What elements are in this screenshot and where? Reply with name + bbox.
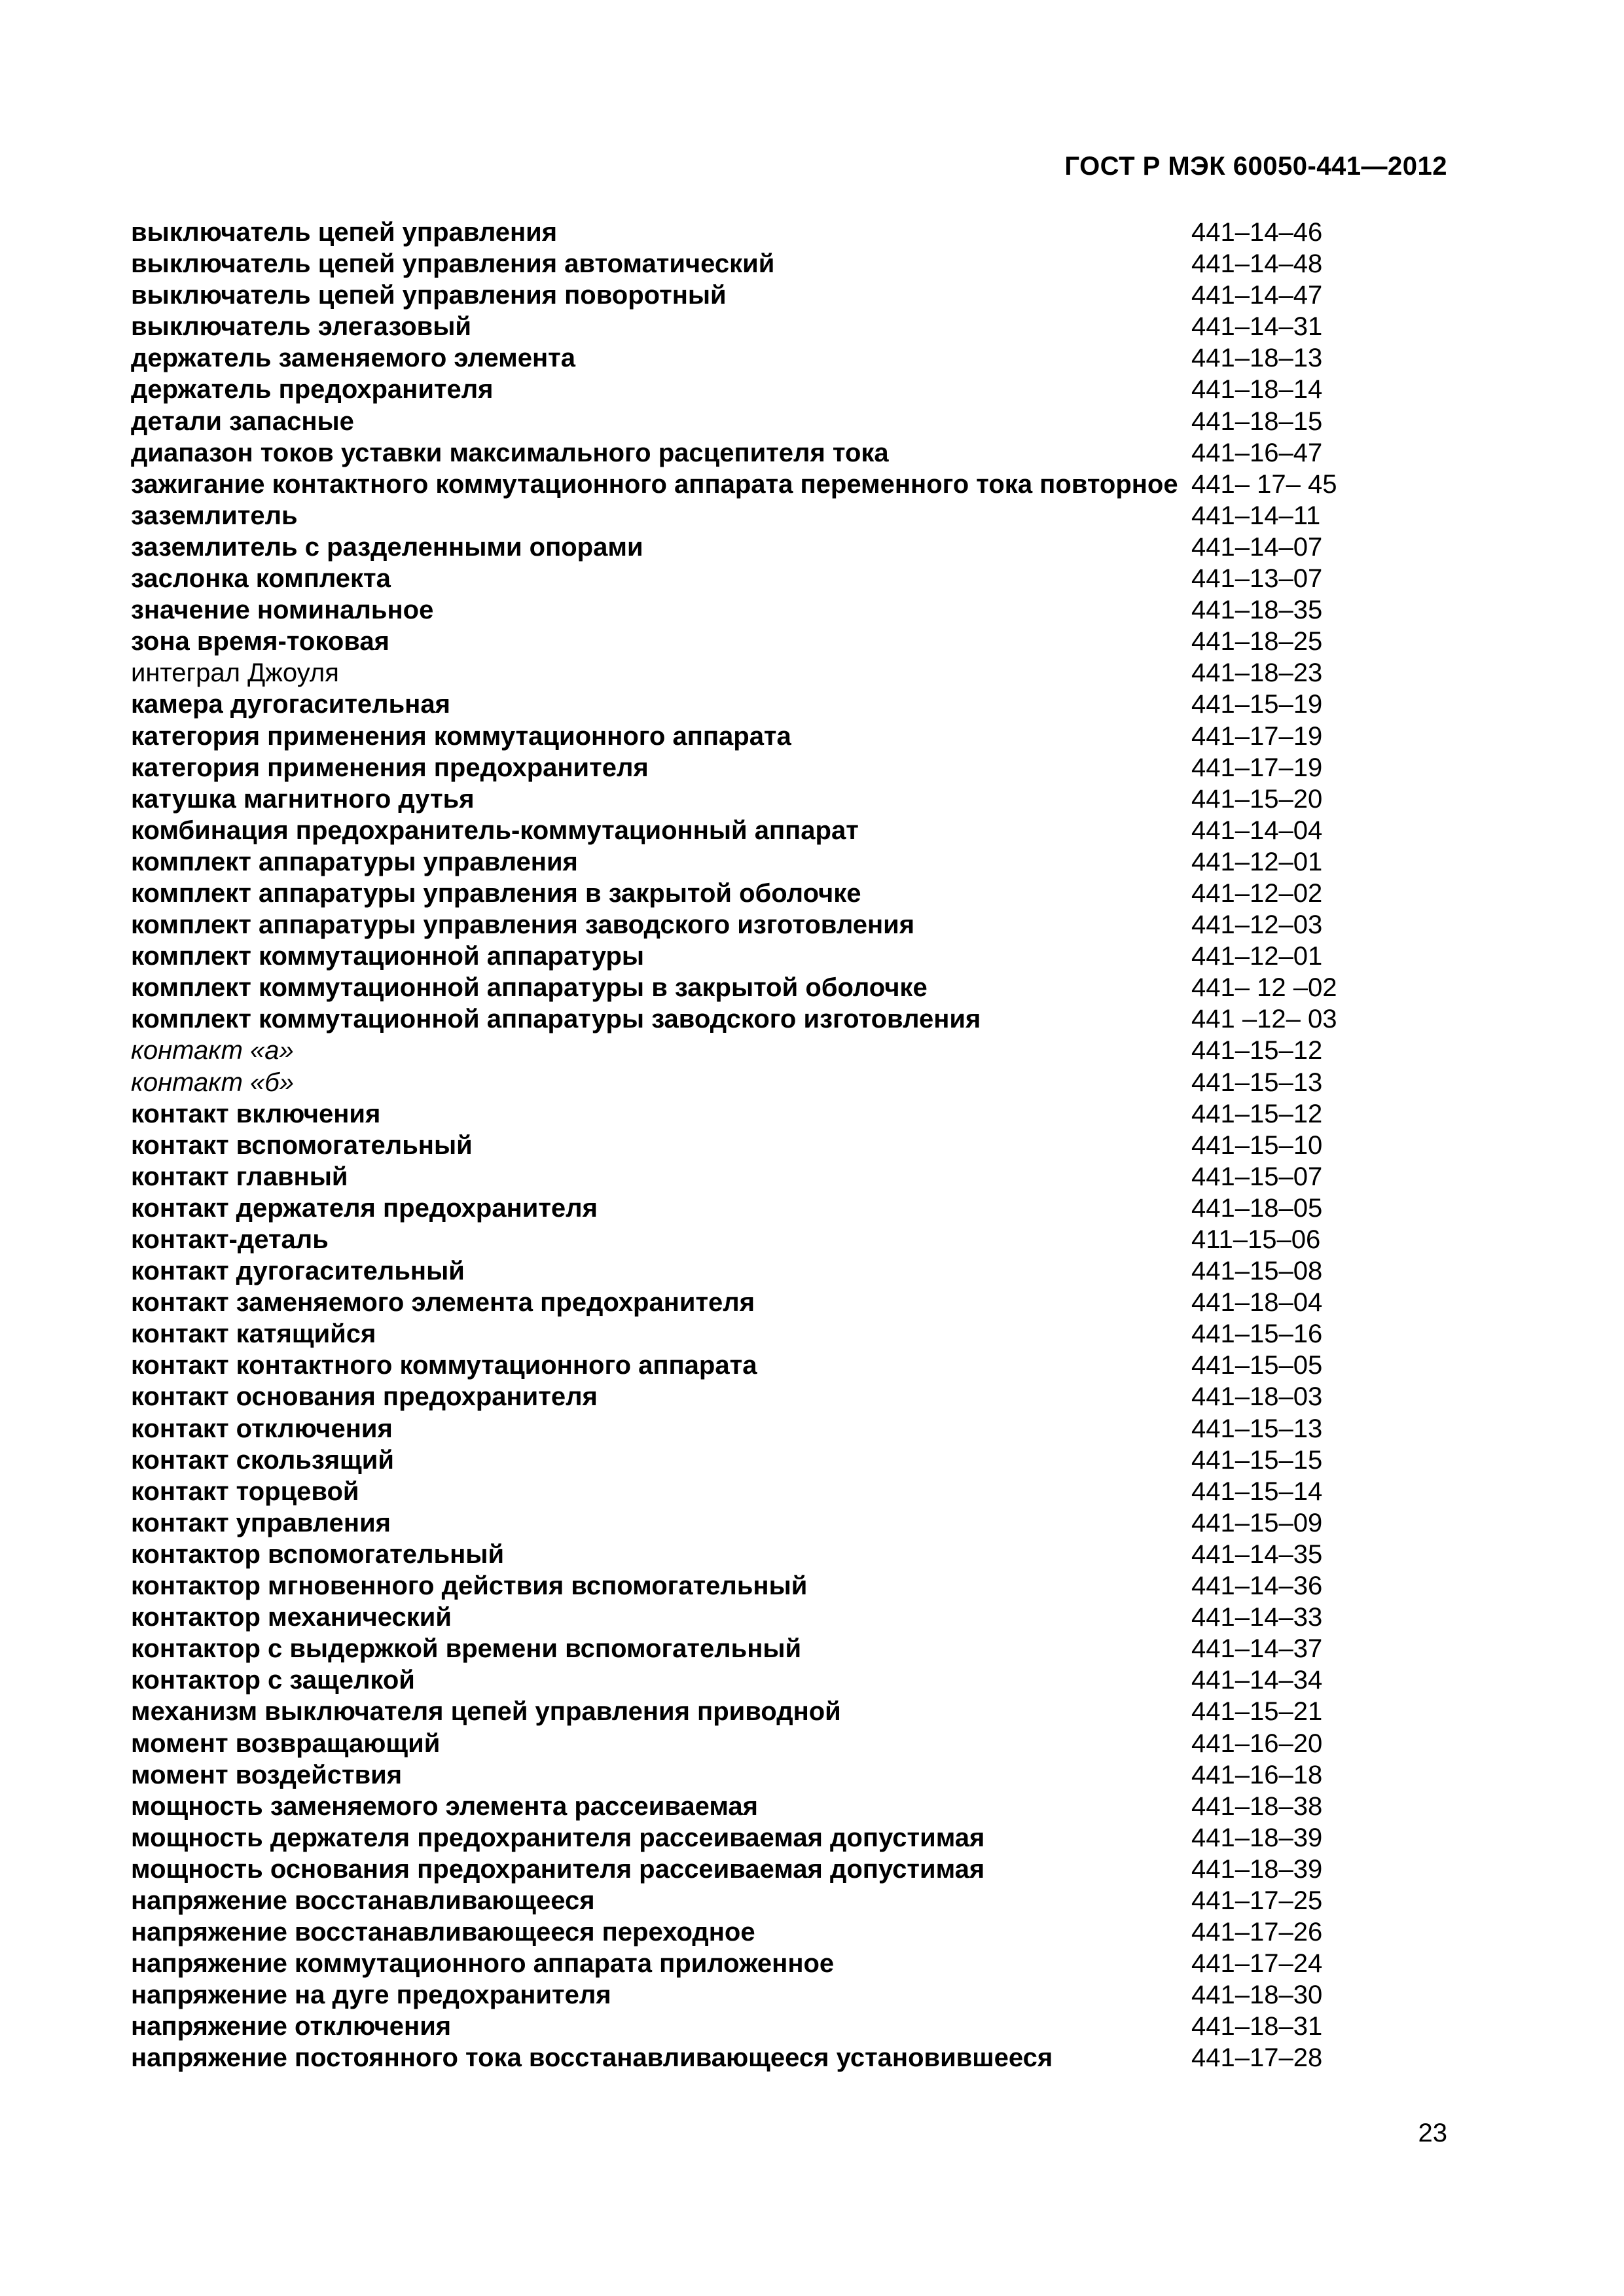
term-code: 441–13–07	[1191, 564, 1323, 594]
term-text: заземлитель с разделенными опорами	[131, 532, 643, 562]
term-text: комплект аппаратуры управления в закрытой оболочке	[131, 878, 861, 908]
term-text: контакт «а»	[131, 1036, 294, 1066]
term-code: 441–15–13	[1191, 1067, 1323, 1097]
term-code: 441–12–01	[1191, 942, 1323, 971]
term-text: выключатель элегазовый	[131, 312, 471, 342]
index-entry	[131, 1193, 1362, 1224]
term-text: катушка магнитного дутья	[131, 784, 475, 814]
term-code: 441– 17– 45	[1191, 469, 1337, 499]
index-entry	[131, 1664, 1362, 1696]
index-entry	[131, 1255, 1362, 1287]
index-entry	[131, 248, 1362, 279]
index-entry	[131, 1979, 1362, 2011]
term-text: заслонка комплекта	[131, 564, 391, 594]
term-text: механизм выключателя цепей управления приводной	[131, 1697, 841, 1727]
index-entry	[131, 2011, 1362, 2042]
term-code: 441–18–23	[1191, 658, 1323, 688]
term-code: 441–18–30	[1191, 1981, 1323, 2010]
term-text: контакт основания предохранителя	[131, 1382, 598, 1412]
term-text: зажигание контактного коммутационного аппарата переменного тока повторное	[131, 469, 1178, 499]
term-code: 441–18–35	[1191, 596, 1323, 625]
term-code: 441–16–18	[1191, 1760, 1323, 1789]
index-entry	[131, 1791, 1362, 1822]
index-entry	[131, 1916, 1362, 1948]
term-text: контактор мгновенного действия вспомогательный	[131, 1571, 808, 1601]
term-code: 441–17–19	[1191, 753, 1323, 782]
term-code: 441–12–01	[1191, 847, 1323, 876]
index-entry	[131, 406, 1362, 437]
term-code: 441– 12 –02	[1191, 973, 1337, 1003]
term-text: контакт-деталь	[131, 1225, 329, 1254]
term-code: 441 –12– 03	[1191, 1005, 1337, 1034]
term-code: 441–18–14	[1191, 375, 1323, 404]
index-entry	[131, 437, 1362, 469]
term-text: комплект коммутационной аппаратуры заводского изготовления	[131, 1005, 981, 1034]
term-text: мощность основания предохранителя рассеиваемая допустимая	[131, 1854, 985, 1884]
term-code: 441–17–25	[1191, 1886, 1323, 1915]
term-text: напряжение на дуге предохранителя	[131, 1981, 611, 2010]
term-text: контактор с выдержкой времени вспомогательный	[131, 1634, 802, 1664]
term-text: зона время-токовая	[131, 627, 389, 656]
document-header: ГОСТ Р МЭК 60050-441—2012	[1064, 152, 1447, 181]
term-text: контакт включения	[131, 1099, 381, 1128]
term-code: 441–14–33	[1191, 1603, 1323, 1632]
term-code: 441–15–08	[1191, 1257, 1323, 1286]
term-code: 441–14–37	[1191, 1634, 1323, 1664]
term-text: комплект коммутационной аппаратуры	[131, 942, 645, 971]
index-entry	[131, 815, 1362, 846]
term-code: 441–17–24	[1191, 1949, 1323, 1979]
term-code: 441–18–13	[1191, 344, 1323, 373]
term-text: контакт катящийся	[131, 1319, 376, 1349]
index-entry	[131, 1854, 1362, 1885]
term-text: напряжение коммутационного аппарата приложенное	[131, 1949, 835, 1979]
index-entry	[131, 1570, 1362, 1602]
index-entry	[131, 1413, 1362, 1444]
index-entry	[131, 752, 1362, 783]
term-code: 441–12–02	[1191, 878, 1323, 908]
term-code: 441–14–47	[1191, 281, 1323, 310]
term-text: контактор механический	[131, 1603, 452, 1632]
term-text: напряжение восстанавливающееся	[131, 1886, 595, 1915]
term-text: напряжение отключения	[131, 2012, 452, 2041]
term-code: 441–17–26	[1191, 1918, 1323, 1947]
term-text: контакт заменяемого элемента предохранителя	[131, 1288, 755, 1318]
index-entry	[131, 500, 1362, 531]
term-text: контакт главный	[131, 1162, 348, 1191]
index-entry	[131, 626, 1362, 657]
term-code: 441–12–03	[1191, 910, 1323, 940]
term-code: 441–15–12	[1191, 1036, 1323, 1066]
index-entry	[131, 1318, 1362, 1350]
index-entry	[131, 846, 1362, 878]
term-text: мощность держателя предохранителя рассеиваемая допустимая	[131, 1823, 985, 1852]
term-text: контакт контактного коммутационного аппарата	[131, 1351, 757, 1380]
term-text: заземлитель	[131, 501, 298, 530]
index-entry	[131, 909, 1362, 941]
term-text: напряжение постоянного тока восстанавливающееся установившееся	[131, 2043, 1053, 2073]
term-code: 441–18–05	[1191, 1193, 1323, 1223]
term-code: 441–14–36	[1191, 1571, 1323, 1601]
term-code: 441–15–07	[1191, 1162, 1323, 1191]
index-entry	[131, 689, 1362, 720]
index-entry	[131, 1822, 1362, 1854]
term-code: 441–15–19	[1191, 690, 1323, 719]
term-text: напряжение восстанавливающееся переходное	[131, 1918, 755, 1947]
term-text: выключатель цепей управления	[131, 218, 558, 247]
term-code: 441–18–31	[1191, 2012, 1323, 2041]
term-code: 441–15–20	[1191, 784, 1323, 814]
term-code: 441–18–39	[1191, 1823, 1323, 1852]
index-entry	[131, 469, 1362, 500]
term-text: комплект аппаратуры управления	[131, 847, 578, 876]
term-code: 441–18–39	[1191, 1854, 1323, 1884]
term-text: контакт скользящий	[131, 1445, 394, 1475]
term-text: интеграл Джоуля	[131, 658, 339, 688]
term-text: комбинация предохранитель-коммутационный аппарат	[131, 816, 859, 845]
term-text: контакт торцевой	[131, 1477, 359, 1506]
term-code: 441–15–16	[1191, 1319, 1323, 1349]
term-text: держатель заменяемого элемента	[131, 344, 575, 373]
index-entry	[131, 1035, 1362, 1066]
term-code: 441–18–15	[1191, 406, 1323, 436]
index-entry	[131, 563, 1362, 594]
index-entry	[131, 217, 1362, 248]
term-text: камера дугогасительная	[131, 690, 450, 719]
term-code: 441–14–46	[1191, 218, 1323, 247]
term-text: момент воздействия	[131, 1760, 403, 1789]
term-code: 441–15–15	[1191, 1445, 1323, 1475]
term-code: 411–15–06	[1191, 1225, 1321, 1254]
term-text: выключатель цепей управления поворотный	[131, 281, 727, 310]
index-entry	[131, 531, 1362, 563]
index-entry	[131, 878, 1362, 909]
index-entry	[131, 1067, 1362, 1098]
index-entry	[131, 1098, 1362, 1130]
term-code: 441–14–31	[1191, 312, 1323, 342]
term-code: 441–14–04	[1191, 816, 1323, 845]
term-text: держатель предохранителя	[131, 375, 494, 404]
term-code: 441–15–09	[1191, 1508, 1323, 1537]
index-entry	[131, 279, 1362, 311]
term-text: комплект коммутационной аппаратуры в закрытой оболочке	[131, 973, 928, 1003]
term-text: момент возвращающий	[131, 1729, 441, 1758]
term-text: категория применения коммутационного аппарата	[131, 721, 791, 751]
index-entry	[131, 972, 1362, 1003]
index-entry	[131, 1444, 1362, 1476]
term-text: контакт отключения	[131, 1414, 393, 1443]
term-text: комплект аппаратуры управления заводского изготовления	[131, 910, 915, 940]
index-entry	[131, 783, 1362, 815]
index-entry	[131, 1885, 1362, 1916]
term-code: 441–17–28	[1191, 2043, 1323, 2073]
term-text: диапазон токов уставки максимального расцепителя тока	[131, 438, 889, 467]
term-code: 441–17–19	[1191, 721, 1323, 751]
index-entry	[131, 657, 1362, 689]
index-entry	[131, 594, 1362, 626]
index-entry	[131, 1381, 1362, 1412]
term-code: 441–14–11	[1191, 501, 1321, 530]
index-entry	[131, 1350, 1362, 1381]
index-entry	[131, 721, 1362, 752]
index-entry	[131, 1287, 1362, 1318]
index-entry	[131, 1003, 1362, 1035]
index-entry	[131, 1728, 1362, 1759]
index-entry	[131, 1130, 1362, 1161]
term-code: 441–16–20	[1191, 1729, 1323, 1758]
index-entry	[131, 1161, 1362, 1193]
index-entry	[131, 1948, 1362, 1979]
index-entry	[131, 941, 1362, 972]
page-number: 23	[1418, 2119, 1447, 2147]
index-entry	[131, 374, 1362, 405]
term-code: 441–14–07	[1191, 532, 1323, 562]
term-code: 441–15–13	[1191, 1414, 1323, 1443]
term-text: мощность заменяемого элемента рассеиваемая	[131, 1791, 759, 1821]
index-entry	[131, 1224, 1362, 1255]
index-entry	[131, 1602, 1362, 1633]
term-code: 441–18–03	[1191, 1382, 1323, 1412]
index-entry	[131, 342, 1362, 374]
term-text: контакт дугогасительный	[131, 1257, 465, 1286]
term-code: 441–14–35	[1191, 1539, 1323, 1569]
term-code: 441–18–25	[1191, 627, 1323, 656]
term-text: контактор вспомогательный	[131, 1539, 505, 1569]
term-code: 441–14–34	[1191, 1666, 1323, 1695]
term-text: контакт вспомогательный	[131, 1130, 473, 1160]
index-entry	[131, 1539, 1362, 1570]
index-entry	[131, 1696, 1362, 1727]
term-code: 441–15–14	[1191, 1477, 1323, 1506]
index-entry	[131, 311, 1362, 342]
term-text: контактор с защелкой	[131, 1666, 415, 1695]
index-entry	[131, 1633, 1362, 1664]
index-entry	[131, 2042, 1362, 2073]
index-entry	[131, 1507, 1362, 1539]
term-code: 441–15–05	[1191, 1351, 1323, 1380]
term-text: значение номинальное	[131, 596, 434, 625]
term-text: контакт держателя предохранителя	[131, 1193, 598, 1223]
term-index	[131, 217, 1362, 2074]
term-text: контакт «б»	[131, 1067, 295, 1097]
term-code: 441–15–12	[1191, 1099, 1323, 1128]
term-code: 441–15–10	[1191, 1130, 1323, 1160]
term-code: 441–18–38	[1191, 1791, 1323, 1821]
term-text: выключатель цепей управления автоматический	[131, 249, 775, 279]
term-code: 441–16–47	[1191, 438, 1323, 467]
index-entry	[131, 1759, 1362, 1791]
term-text: контакт управления	[131, 1508, 391, 1537]
term-text: детали запасные	[131, 406, 354, 436]
index-entry	[131, 1476, 1362, 1507]
term-code: 441–18–04	[1191, 1288, 1323, 1318]
term-text: категория применения предохранителя	[131, 753, 649, 782]
term-code: 441–14–48	[1191, 249, 1323, 279]
term-code: 441–15–21	[1191, 1697, 1323, 1727]
